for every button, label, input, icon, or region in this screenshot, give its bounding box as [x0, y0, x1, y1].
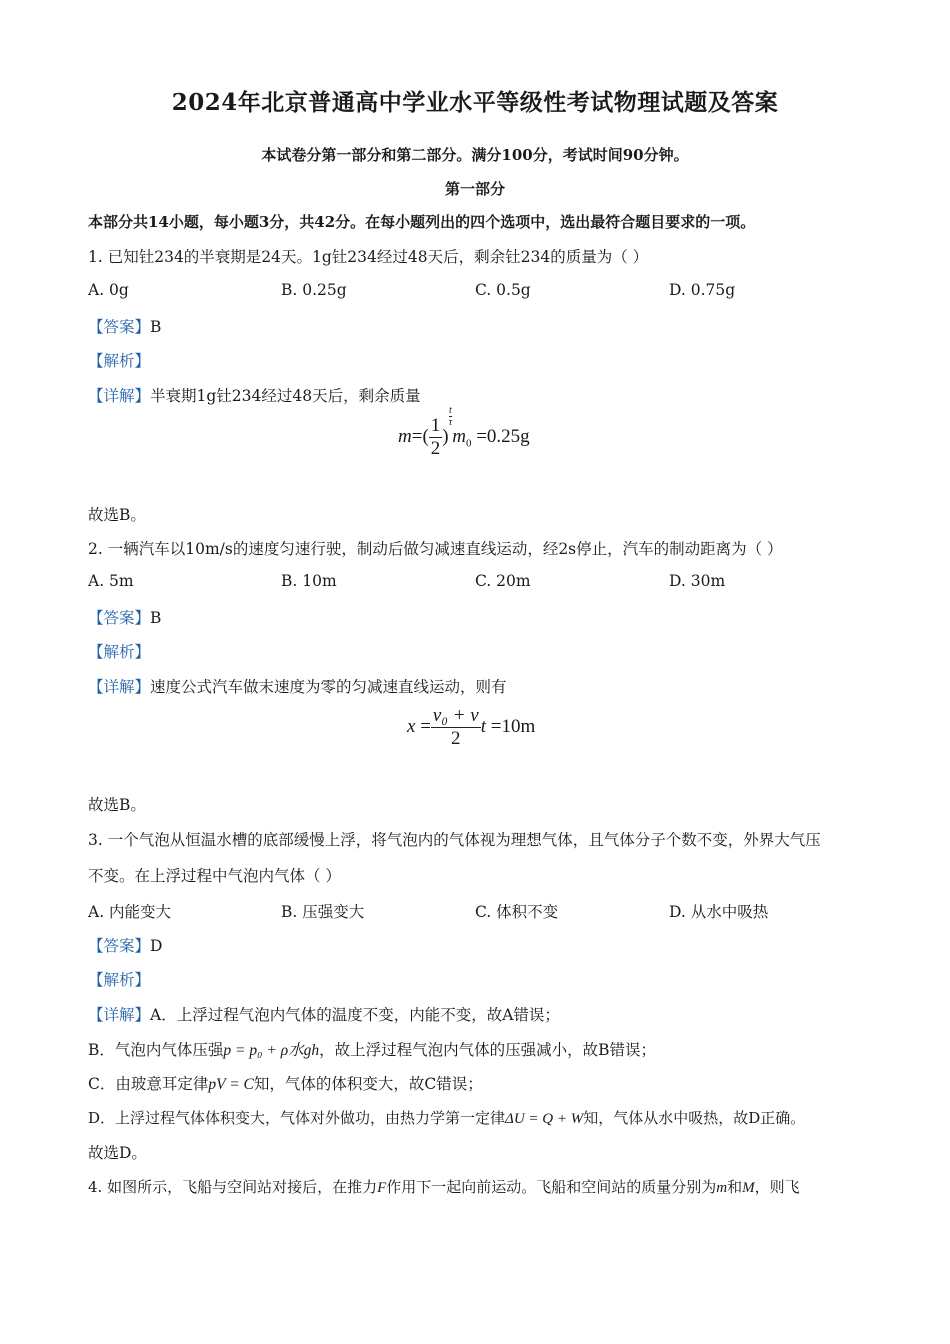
fraction-numerator: 1: [430, 415, 441, 436]
q1-analysis-tag: 【解析】: [88, 352, 151, 370]
q2-option-b: B. 10m: [281, 572, 337, 590]
inline-formula: ΔU = Q + W: [505, 1111, 584, 1127]
q3-stem-line2: 不变。在上浮过程中气泡内气体（ ）: [88, 867, 341, 885]
q1-stem: 1. 已知钍234的半衰期是24天。1g钍234经过48天后，剩余钍234的质量为（ ）: [88, 248, 649, 266]
answer-tag: 【答案】: [88, 937, 151, 955]
q2-option-c: C. 20m: [475, 572, 531, 590]
q1-answer: [88, 315, 161, 337]
exam-intro: 本试卷分第一部分和第二部分。满分100分，考试时间90分钟。: [261, 146, 689, 164]
q3-conclusion: 故选D。: [88, 1144, 147, 1162]
q2-option-a: A. 5m: [88, 572, 134, 590]
inline-symbol: F: [377, 1180, 387, 1196]
inline-symbol: m: [716, 1180, 728, 1196]
q1-answer-value: B: [150, 318, 162, 336]
q3-stem-line1: 3. 一个气泡从恒温水槽的底部缓慢上浮，将气泡内的气体视为理想气体，且气体分子个数不变，外界大气压: [88, 831, 821, 849]
detail-tag: 【详解】: [88, 678, 151, 696]
exponent-numerator: t: [449, 405, 452, 416]
stem-text: ，则飞: [754, 1178, 800, 1196]
fraction-denominator: 2: [431, 727, 481, 750]
q1-formula: [398, 405, 530, 460]
formula-result: =0.25g: [471, 425, 530, 447]
q3-answer: [88, 934, 162, 956]
formula-subscript: 0: [465, 437, 472, 450]
detail-text: 知，气体的体积变大，故C错误；: [253, 1075, 483, 1093]
q3-detail-a: [88, 1003, 560, 1025]
inline-symbol: M: [742, 1180, 755, 1196]
q3-detail-a-text: A．上浮过程气泡内气体的温度不变，内能不变，故A错误；: [150, 1006, 560, 1024]
detail-text: ，故上浮过程气泡内气体的压强减小，故B错误；: [319, 1041, 657, 1059]
q1-option-d: D. 0.75g: [669, 281, 736, 299]
formula-text: =: [415, 715, 431, 737]
formula-symbol: m: [398, 425, 412, 447]
q2-formula: [407, 705, 535, 750]
formula-result: =10m: [485, 715, 536, 737]
answer-tag: 【答案】: [88, 318, 151, 336]
q3-detail-d: [88, 1107, 805, 1128]
formula-symbol: m: [452, 425, 466, 447]
q2-detail-text: 速度公式汽车做末速度为零的匀减速直线运动，则有: [150, 678, 507, 696]
q2-detail: [88, 675, 507, 697]
formula-symbol: x: [407, 715, 416, 737]
q1-option-a: A. 0g: [88, 281, 129, 299]
stem-text: 4. 如图所示，飞船与空间站对接后，在推力: [88, 1178, 378, 1196]
q3-detail-c: [88, 1072, 483, 1094]
formula-symbol: t: [480, 715, 486, 737]
formula-fraction: [431, 705, 481, 750]
exponent-denominator: τ: [448, 417, 453, 428]
part-title: 第一部分: [444, 180, 505, 198]
q3-detail-b: [88, 1038, 656, 1060]
q2-stem: 2. 一辆汽车以10m/s的速度匀速行驶，制动后做匀减速直线运动，经2s停止，汽车的制动距离为（ ）: [88, 540, 783, 558]
detail-tag: 【详解】: [88, 387, 151, 405]
q1-conclusion: 故选B。: [88, 506, 146, 524]
q2-analysis-tag: 【解析】: [88, 643, 151, 661]
q3-option-a: A. 内能变大: [88, 903, 172, 921]
detail-tag: 【详解】: [88, 1006, 151, 1024]
stem-text: 和: [727, 1178, 743, 1196]
detail-text: 知，气体从水中吸热，故D正确。: [583, 1109, 806, 1127]
q1-option-c: C. 0.5g: [475, 281, 531, 299]
formula-text: =(: [411, 425, 429, 447]
fraction-denominator: 2: [430, 438, 441, 459]
q3-option-b: B. 压强变大: [281, 903, 365, 921]
q2-conclusion: 故选B。: [88, 796, 146, 814]
q2-answer-value: B: [150, 609, 162, 627]
q1-detail: [88, 384, 421, 406]
q1-option-b: B. 0.25g: [281, 281, 347, 299]
fraction-numerator: v₀ + v: [432, 705, 479, 726]
page-title: 2024年北京普通高中学业水平等级性考试物理试题及答案: [171, 89, 779, 116]
formula-fraction: [429, 415, 443, 460]
q2-option-d: D. 30m: [669, 572, 726, 590]
detail-text: B．气泡内气体压强: [88, 1041, 224, 1059]
detail-text: C．由玻意耳定律: [88, 1075, 209, 1093]
q4-stem: [88, 1176, 800, 1197]
inline-formula: pV = C: [208, 1076, 254, 1093]
answer-tag: 【答案】: [88, 609, 151, 627]
q3-analysis-tag: 【解析】: [88, 971, 151, 989]
formula-exponent: [449, 405, 453, 428]
formula-text: ): [442, 425, 449, 447]
q3-option-c: C. 体积不变: [475, 903, 559, 921]
q3-answer-value: D: [150, 937, 163, 955]
detail-text: D．上浮过程气体体积变大，气体对外做功，由热力学第一定律: [88, 1109, 506, 1127]
inline-formula: p = p₀ + ρ水gh: [223, 1042, 320, 1059]
q2-answer: [88, 606, 161, 628]
q3-option-d: D. 从水中吸热: [669, 903, 769, 921]
stem-text: 作用下一起向前运动。飞船和空间站的质量分别为: [386, 1178, 717, 1196]
q1-detail-text: 半衰期1g钍234经过48天后，剩余质量: [150, 387, 421, 405]
section-instructions: 本部分共14小题，每小题3分，共42分。在每小题列出的四个选项中，选出最符合题目要求的一项。: [88, 213, 756, 231]
